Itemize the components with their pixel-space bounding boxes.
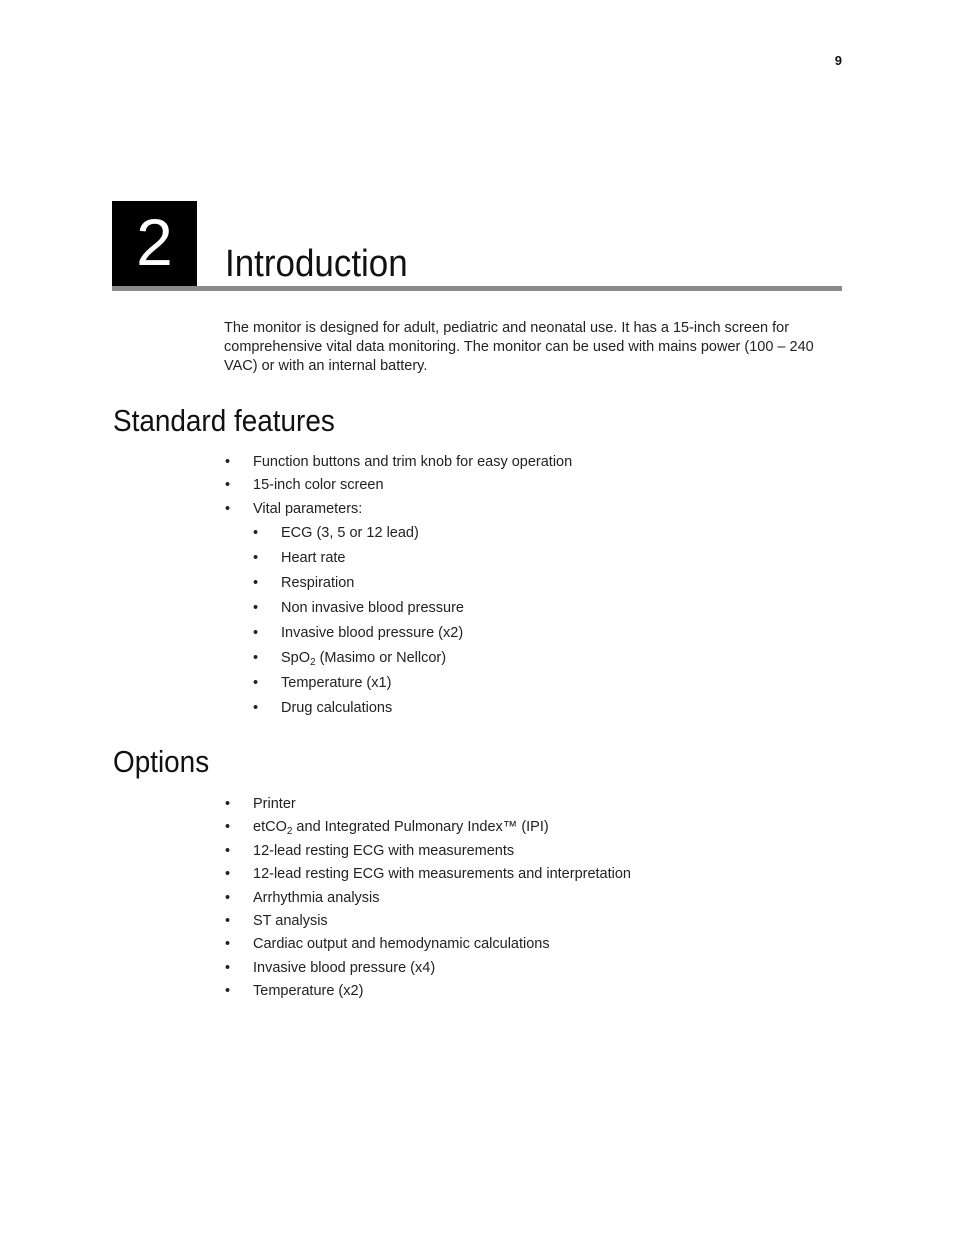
chapter-title: Introduction [225,243,408,285]
bullet: • [253,675,259,692]
bullet: • [225,796,231,812]
bullet: • [253,700,259,717]
standard-features-list [225,451,572,721]
list-item: • Invasive blood pressure (x2) [253,621,572,646]
bullet: • [253,600,259,617]
list-item: • 15-inch color screen [225,474,572,497]
intro-paragraph: The monitor is designed for adult, pediatric and neonatal use. It has a 15-inch screen for comprehensive vital data monitoring. The monitor can be used with mains power (100 – 240 VAC) or with an internal battery. [224,320,814,374]
list-item: • 12-lead resting ECG with measurements [225,840,631,863]
list-item: • Heart rate [253,546,572,571]
list-item: • Function buttons and trim knob for easy operation [225,451,572,474]
bullet: • [253,625,259,642]
page-number: 9 [834,53,842,68]
bullet: • [253,650,259,667]
chapter-rule [112,286,842,291]
list-item: • Drug calculations [253,696,572,721]
list-item: • Non invasive blood pressure [253,596,572,621]
list-item: • Respiration [253,571,572,596]
bullet: • [225,842,231,859]
standard-features-heading: Standard features [113,403,335,438]
options-list [225,793,631,1004]
bullet: • [253,575,259,592]
bullet: • [225,500,231,517]
bullet: • [225,889,231,906]
bullet: • [225,959,231,976]
bullet: • [225,866,231,883]
list-item: • ST analysis [225,910,631,933]
bullet: • [225,936,231,953]
list-item: • Vital parameters: • ECG (3, 5 or 12 lead) • Heart rate • Respiration • Non invasive blood pressure • Invasive blood pressure (x2) • SpO$_2$ (Masimo or Nellcor) • Temperature (x1) • Drug calculations [225,498,572,721]
list-item: • Printer [225,793,631,816]
list-item: • Arrhythmia analysis [225,887,631,910]
bullet: • [225,454,231,470]
list-item: • Invasive blood pressure (x4) [225,957,631,980]
list-item: • Temperature (x2) [225,980,631,1003]
list-item-etco2: • etCO$_2$ and Integrated Pulmonary Index™ (IPI) [225,816,631,839]
list-item: • ECG (3, 5 or 12 lead) [253,521,572,546]
bullet: • [225,477,231,494]
list-item-spo2: • SpO$_2$ (Masimo or Nellcor) [253,646,572,671]
bullet: • [253,525,259,542]
bullet: • [225,983,231,1000]
list-item: • Temperature (x1) [253,671,572,696]
chapter-number-box: 2 [112,201,197,286]
bullet: • [225,913,231,930]
options-heading: Options [113,744,210,779]
list-item: • 12-lead resting ECG with measurements and interpretation [225,863,631,886]
bullet: • [253,550,259,567]
vital-parameters-list [253,521,572,721]
bullet: • [225,819,231,836]
list-item: • Cardiac output and hemodynamic calculations [225,933,631,956]
